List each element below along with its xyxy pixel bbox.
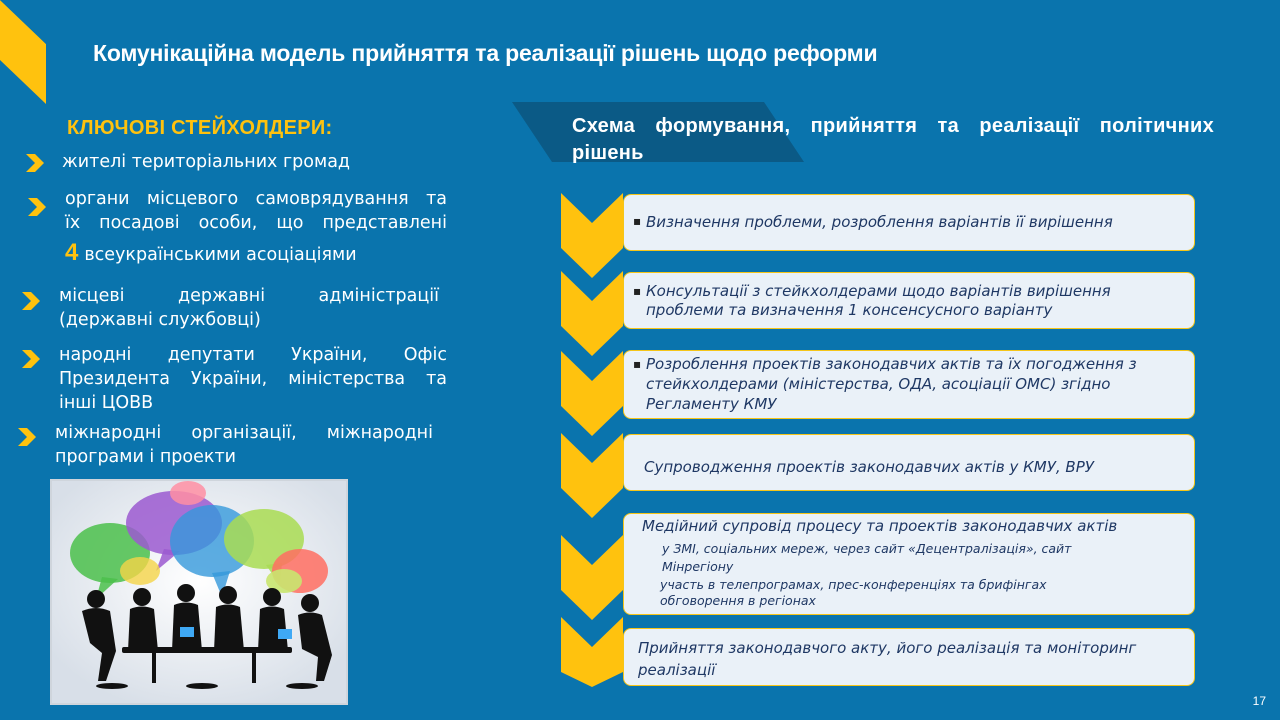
step-subtext: участь в телепрограмах, прес-конференціях та брифінгах <box>660 577 1047 592</box>
slide-title: Комунікаційна модель прийняття та реалізації рішень щодо реформи <box>93 40 878 66</box>
stakeholder-item-text: всеукраїнськими асоціаціями <box>84 245 357 265</box>
chevron-bullet-icon <box>20 290 42 312</box>
stakeholder-item-text: народні депутати України, Офіс <box>59 345 447 365</box>
step-text: Розроблення проектів законодавчих актів та їх погодження з <box>646 355 1137 373</box>
bullet-icon: ▪ <box>633 284 642 298</box>
meeting-illustration <box>50 479 348 705</box>
process-step <box>623 628 1195 686</box>
step-text: Визначення проблеми, розроблення варіантів її вирішення <box>646 213 1113 231</box>
stakeholder-item <box>65 187 447 235</box>
step-text: Медійний супровід процесу та проектів законодавчих актів <box>642 517 1118 535</box>
process-step <box>623 350 1195 419</box>
stakeholder-item-text: міжнародні організації, міжнародні <box>55 423 433 443</box>
step-text: Супроводження проектів законодавчих актів у КМУ, ВРУ <box>644 458 1094 476</box>
stakeholder-item-text: (державні службовці) <box>59 310 261 330</box>
chevron-bullet-icon <box>16 426 38 448</box>
associations-count: 4 <box>65 239 79 266</box>
process-step <box>623 513 1195 615</box>
step-text: Консультації з стейкхолдерами щодо варіантів вирішення <box>646 282 1111 300</box>
stakeholder-item-text: Президента України, міністерства та <box>59 369 447 389</box>
process-step <box>623 434 1195 491</box>
step-text: реалізації <box>638 661 716 679</box>
scheme-title: Схема формування, прийняття та реалізації політичних рішень <box>572 115 1214 164</box>
process-step <box>623 272 1195 329</box>
step-subtext: Мінрегіону <box>662 559 734 574</box>
process-flow-arrows <box>558 190 628 690</box>
step-subtext: у ЗМІ, соціальних мереж, через сайт «Децентралізація», сайт <box>662 541 1072 556</box>
step-text: Прийняття законодавчого акту, його реалізація та моніторинг <box>638 639 1137 657</box>
stakeholder-item-text: місцеві державні адміністрації <box>59 286 439 306</box>
stakeholder-item <box>62 150 362 174</box>
stakeholder-item-text: інші ЦОВВ <box>59 393 154 413</box>
step-text: проблеми та визначення 1 консенсусного варіанту <box>646 301 1053 319</box>
stakeholder-item <box>59 284 439 332</box>
chevron-bullet-icon <box>24 152 46 174</box>
corner-accent <box>0 0 50 110</box>
stakeholder-item-text: їх посадові особи, що представлені <box>65 213 447 233</box>
bullet-icon: ▪ <box>633 357 642 371</box>
stakeholders-heading: КЛЮЧОВІ СТЕЙХОЛДЕРИ: <box>67 117 333 139</box>
bullet-icon: ▪ <box>633 214 642 228</box>
stakeholder-item <box>55 421 433 469</box>
chevron-bullet-icon <box>20 348 42 370</box>
stakeholder-item-text: органи місцевого самоврядування та <box>65 189 447 209</box>
stakeholder-item-text: програми і проекти <box>55 447 237 467</box>
stakeholder-item <box>65 241 447 267</box>
step-text: стейкхолдерами (міністерства, ОДА, асоціації ОМС) згідно <box>646 375 1111 393</box>
chevron-bullet-icon <box>26 196 48 218</box>
stakeholder-item <box>59 343 447 415</box>
step-subtext: обговорення в регіонах <box>660 593 816 608</box>
process-step <box>623 194 1195 251</box>
page-number: 17 <box>1252 694 1266 708</box>
step-text: Регламенту КМУ <box>646 395 777 413</box>
stakeholder-item-text: жителі територіальних громад <box>62 152 351 172</box>
